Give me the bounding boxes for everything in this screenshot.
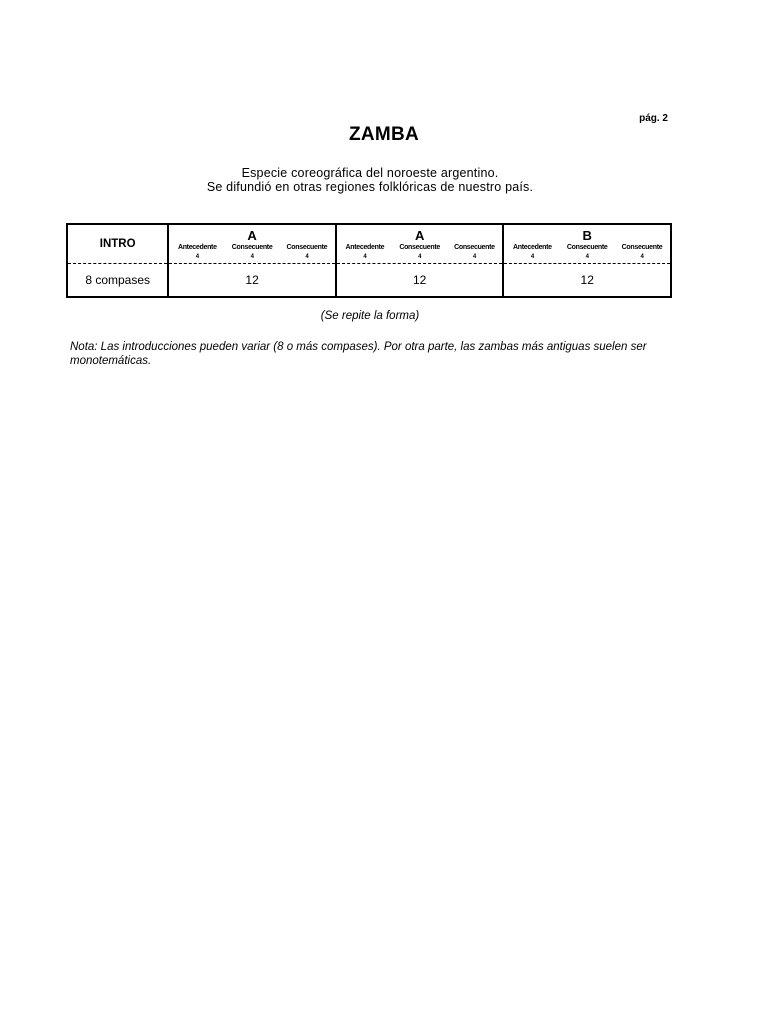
phrase-label: Consecuente 4 [225, 243, 279, 261]
phrase-label: Consecuente 4 [280, 243, 334, 261]
form-table-measures-row [67, 264, 671, 298]
phrase-label: Antecedente 4 [338, 243, 392, 261]
intro-header: INTRO [67, 224, 168, 264]
phrase-label: Consecuente 4 [447, 243, 501, 261]
page-number: pág. 2 [639, 113, 668, 124]
intro-measures: 8 compases [67, 264, 168, 298]
phrase-label: Consecuente 4 [560, 243, 614, 261]
phrase-marker: 4 [585, 253, 589, 260]
phrase-label: Consecuente 4 [393, 243, 447, 261]
section-measures: 12 [336, 264, 504, 298]
phrase-marker: 4 [418, 253, 422, 260]
form-table [66, 223, 672, 298]
nota-paragraph: Nota: Las introducciones pueden variar (8 o más compases). Por otra parte, las zambas más antiguas suelen ser monotemáticas. [70, 341, 647, 367]
form-table-header-row [67, 224, 671, 264]
phrase-marker: 4 [530, 253, 534, 260]
section-measures: 12 [503, 264, 671, 298]
section-letter: A [414, 227, 425, 243]
phrase-marker: 4 [305, 253, 309, 260]
section-letter: B [582, 227, 592, 243]
section-cell [336, 224, 504, 264]
phrase-label: Antecedente 4 [505, 243, 559, 261]
phrase-marker: 4 [195, 253, 199, 260]
phrase-marker: 4 [472, 253, 476, 260]
repeat-note: (Se repite la forma) [320, 310, 420, 322]
phrase-marker: 4 [640, 253, 644, 260]
section-cell [503, 224, 671, 264]
phrase-marker: 4 [363, 253, 367, 260]
phrase-marker: 4 [250, 253, 254, 260]
subtitle-line-1: Especie coreográfica del noroeste argentino. [241, 166, 499, 180]
section-letter: A [247, 227, 257, 243]
phrase-label: Consecuente 4 [615, 243, 669, 261]
page-title: ZAMBA [348, 124, 420, 145]
section-cell [168, 224, 336, 264]
section-measures: 12 [168, 264, 336, 298]
phrase-label: Antecedente 4 [170, 243, 224, 261]
subtitle-line-2: Se difundió en otras regiones folklóricas de nuestro país. [206, 180, 534, 194]
